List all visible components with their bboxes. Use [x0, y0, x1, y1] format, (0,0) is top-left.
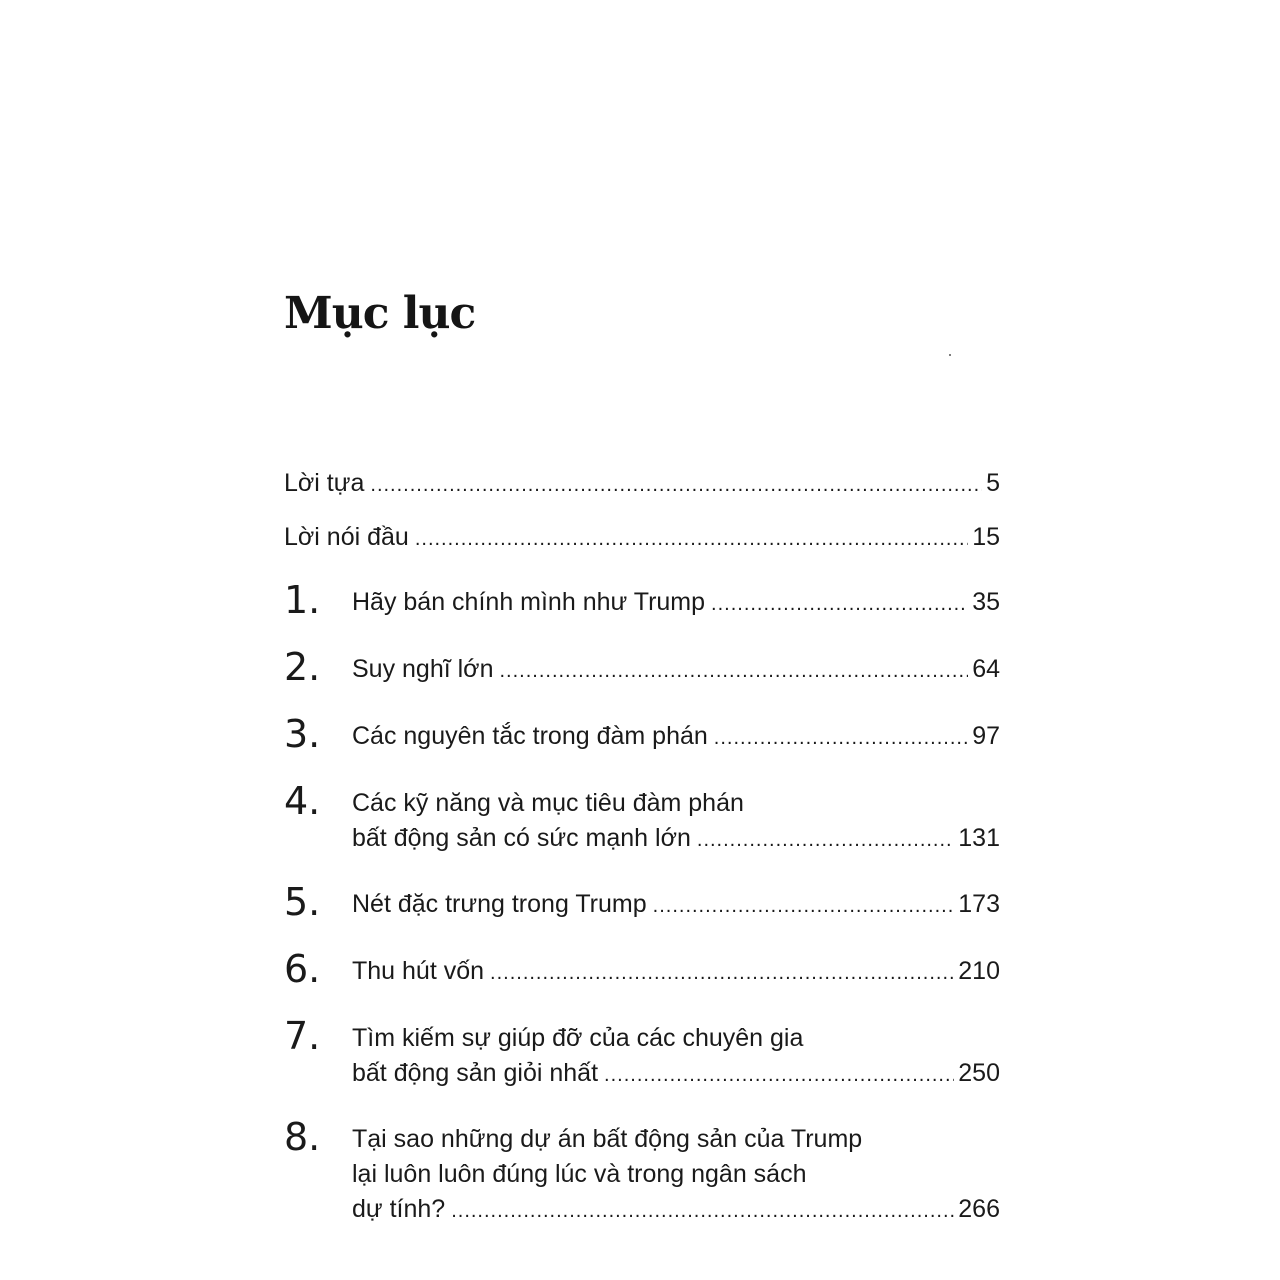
dot-leader	[714, 721, 968, 756]
toc-line	[352, 652, 1000, 689]
print-speck	[949, 354, 951, 356]
chapter-title-block	[352, 585, 1000, 622]
toc-chapter-7	[284, 1014, 1000, 1093]
chapter-number: 7.	[284, 1014, 321, 1058]
dot-leader	[370, 468, 982, 503]
chapter-title-line: Tại sao những dự án bất động sản của Trump	[352, 1125, 863, 1153]
chapter-title-line: dự tính?	[352, 1195, 446, 1223]
chapter-number: 6.	[284, 947, 321, 991]
page-title: Mục lục	[284, 288, 476, 339]
chapter-title-line: Suy nghĩ lớn	[352, 655, 494, 683]
chapter-title-line: bất động sản giỏi nhất	[352, 1059, 599, 1087]
chapter-title-line: Các kỹ năng và mục tiêu đàm phán	[352, 789, 744, 817]
toc-entry-foreword	[284, 520, 1000, 557]
toc-line	[352, 1157, 1000, 1192]
dot-leader	[697, 823, 954, 858]
toc-line	[284, 466, 1000, 503]
chapter-title-block	[352, 954, 1000, 991]
dot-leader	[451, 1194, 954, 1229]
toc-entry-title: Lời tựa	[284, 469, 365, 497]
dot-leader	[490, 956, 954, 991]
chapter-title-line: Nét đặc trưng trong Trump	[352, 890, 647, 918]
toc-line	[352, 821, 1000, 858]
toc-page-number: 250	[958, 1059, 1000, 1087]
toc-chapter-5	[284, 880, 1000, 924]
toc-page-number: 97	[972, 722, 1000, 750]
toc-line	[352, 954, 1000, 991]
dot-leader	[711, 587, 968, 622]
dot-leader	[653, 889, 955, 924]
chapter-title-block	[352, 786, 1000, 858]
toc-line	[352, 585, 1000, 622]
toc-page-number: 131	[958, 824, 1000, 852]
chapter-number: 5.	[284, 880, 321, 924]
toc-page-number: 64	[972, 655, 1000, 683]
dot-leader	[604, 1058, 954, 1093]
toc-page-number: 5	[986, 469, 1000, 497]
toc-entry-preface	[284, 466, 1000, 503]
toc-line	[352, 786, 1000, 821]
toc-line	[352, 1021, 1000, 1056]
chapter-title-line: bất động sản có sức mạnh lớn	[352, 824, 691, 852]
toc-page-number: 210	[958, 957, 1000, 985]
toc-chapter-4	[284, 779, 1000, 858]
toc-entry-title: Lời nói đầu	[284, 523, 409, 551]
chapter-title-block	[352, 1122, 1000, 1229]
dot-leader	[415, 522, 968, 557]
chapter-title-line: Tìm kiếm sự giúp đỡ của các chuyên gia	[352, 1024, 804, 1052]
toc-chapter-8	[284, 1115, 1000, 1229]
toc-line	[352, 887, 1000, 924]
chapter-title-block	[352, 1021, 1000, 1093]
toc-line	[352, 1122, 1000, 1157]
toc-chapter-6	[284, 947, 1000, 991]
chapter-number: 8.	[284, 1115, 321, 1159]
toc-page-number: 266	[958, 1195, 1000, 1223]
chapter-number: 2.	[284, 645, 321, 689]
chapter-title-block	[352, 887, 1000, 924]
toc-chapter-2	[284, 645, 1000, 689]
toc-page-number: 173	[958, 890, 1000, 918]
toc-chapter-3	[284, 712, 1000, 756]
toc-page-number: 15	[972, 523, 1000, 551]
toc-chapter-1	[284, 578, 1000, 622]
chapter-number: 4.	[284, 779, 321, 823]
chapter-title-block	[352, 652, 1000, 689]
chapter-number: 3.	[284, 712, 321, 756]
chapter-title-line: Thu hút vốn	[352, 957, 485, 985]
chapter-title-line: Hãy bán chính mình như Trump	[352, 588, 706, 616]
dot-leader	[499, 654, 968, 689]
toc-line	[352, 1192, 1000, 1229]
chapter-title-block	[352, 719, 1000, 756]
chapter-number: 1.	[284, 578, 321, 622]
toc-line	[352, 1056, 1000, 1093]
chapter-title-line: Các nguyên tắc trong đàm phán	[352, 722, 708, 750]
toc-line	[284, 520, 1000, 557]
toc-line	[352, 719, 1000, 756]
chapter-title-line: lại luôn luôn đúng lúc và trong ngân sách	[352, 1160, 807, 1188]
toc-page-number: 35	[972, 588, 1000, 616]
